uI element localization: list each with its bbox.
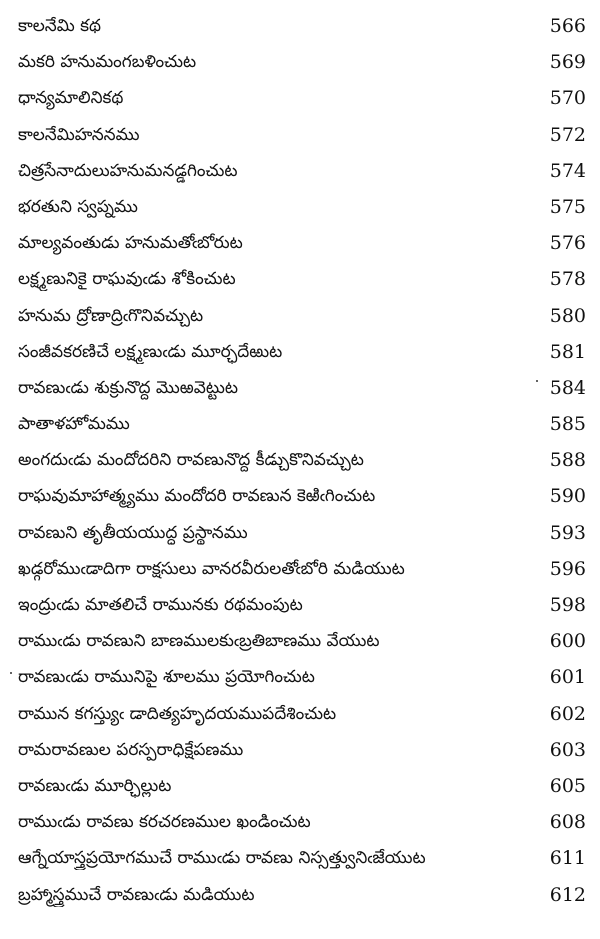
entry-title: పాతాళహోమము [18, 414, 130, 435]
entry-page-number: 602 [549, 702, 586, 725]
entry-title: హనుమ ద్రోణాద్రిఁగొనివచ్చుట [18, 305, 204, 326]
toc-entry [0, 82, 600, 118]
entry-title: బ్రహ్మాస్త్రముచే రావణుఁడు మడియుట [18, 884, 255, 905]
toc-entry [0, 263, 600, 299]
entry-title: మాల్యవంతుడు హనుమతోఁబోరుట [18, 233, 243, 254]
toc-entry [0, 119, 600, 155]
entry-page-number: 608 [549, 811, 586, 834]
toc-entry [0, 661, 600, 697]
entry-page-number: 612 [549, 883, 586, 906]
entry-page-number: 603 [549, 738, 586, 761]
entry-page-number: 590 [549, 485, 586, 508]
entry-title: రాముఁడు రావణు కరచరణముల ఖండించుట [18, 812, 311, 833]
entry-page-number: 569 [549, 51, 586, 74]
scan-speck [536, 380, 538, 382]
entry-page-number: 578 [549, 268, 586, 291]
toc-entry [0, 444, 600, 480]
entry-title: కాలనేమిహననము [18, 124, 140, 145]
entry-page-number: 570 [549, 87, 586, 110]
entry-title: రావణుని తృతీయయుద్ధ ప్రస్థానము [18, 522, 248, 543]
entry-page-number: 611 [549, 847, 586, 870]
toc-entry [0, 698, 600, 734]
toc-entry [0, 227, 600, 263]
scan-speck [10, 672, 12, 674]
entry-page-number: 601 [549, 666, 586, 689]
entry-title: అంగదుఁడు మందోదరిని రావణునొద్ద కీడ్చుకొనివచ్చుట [18, 450, 364, 471]
entry-page-number: 574 [549, 159, 586, 182]
entry-page-number: 600 [549, 630, 586, 653]
entry-title: భరతుని స్వప్నము [18, 196, 138, 217]
entry-page-number: 593 [549, 521, 586, 544]
entry-page-number: 566 [549, 15, 586, 37]
entry-page-number: 596 [549, 557, 586, 580]
entry-title: ఆగ్నేయాస్త్రప్రయోగముచే రాముఁడు రావణు నిస్సత్త్వునిఁజేయుట [18, 848, 426, 869]
toc-entry [0, 300, 600, 336]
toc-entry [0, 879, 600, 915]
toc-entry [0, 625, 600, 661]
entry-title: రావణుఁడు రామునిపై శూలము ప్రయోగించుట [18, 667, 315, 688]
toc-entry [0, 517, 600, 553]
entry-title: రామున కగస్త్యుఁ డాదిత్యహృదయముపదేశించుట [18, 703, 337, 724]
entry-title: ఖడ్గరోముఁడాదిగా రాక్షసులు వానరవీరులతోఁబోరి మడియుట [18, 558, 405, 579]
entry-title: రాఘవుమాహాత్మ్యము మందోదరి రావణున కెఱిఁగించుట [18, 486, 376, 507]
toc-entry [0, 480, 600, 516]
entry-title: ఇంద్రుఁడు మాతలిచే రామునకు రథమంపుట [18, 595, 303, 615]
entry-title: ధాన్యమాలినికథ [18, 88, 124, 109]
toc-entry [0, 553, 600, 589]
toc-entry [0, 770, 600, 806]
toc-entry [0, 589, 600, 625]
entry-page-number: 575 [549, 195, 586, 218]
entry-page-number: 581 [549, 340, 586, 363]
entry-page-number: 605 [549, 774, 586, 797]
toc-entry [0, 842, 600, 878]
entry-title: మకరి హనుమంగబళించుట [18, 52, 197, 73]
toc-entry [0, 408, 600, 444]
table-of-contents [0, 10, 600, 915]
entry-title: రావణుఁడు శుక్రునొద్ద మొఱవెట్టుట [18, 377, 238, 398]
entry-page-number: 576 [549, 232, 586, 255]
entry-title: సంజీవకరణిచే లక్ష్మణుఁడు మూర్ఛదేఱుట [18, 341, 283, 362]
entry-page-number: 585 [549, 413, 586, 436]
entry-page-number: 572 [549, 123, 586, 146]
entry-page-number: 580 [549, 304, 586, 327]
toc-entry [0, 336, 600, 372]
toc-entry [0, 734, 600, 770]
toc-entry [0, 806, 600, 842]
entry-page-number: 598 [549, 594, 586, 616]
entry-title: కాలనేమి కథ [18, 16, 101, 36]
entry-title: చిత్రసేనాదులుహనుమనడ్డగించుట [18, 160, 238, 181]
toc-entry [0, 372, 600, 408]
entry-title: రామరావణుల పరస్పరాధిక్షేపణము [18, 739, 244, 760]
toc-entry [0, 191, 600, 227]
entry-title: రాముఁడు రావణుని బాణములకుఁబ్రతిబాణము వేయుట [18, 631, 380, 652]
entry-page-number: 588 [549, 449, 586, 472]
toc-entry [0, 46, 600, 82]
toc-entry [0, 10, 600, 46]
entry-title: లక్ష్మణునికై రాఘవుఁడు శోకించుట [18, 269, 236, 290]
entry-page-number: 584 [549, 376, 586, 399]
toc-entry [0, 155, 600, 191]
entry-title: రావణుఁడు మూర్ఛిల్లుట [18, 775, 172, 796]
